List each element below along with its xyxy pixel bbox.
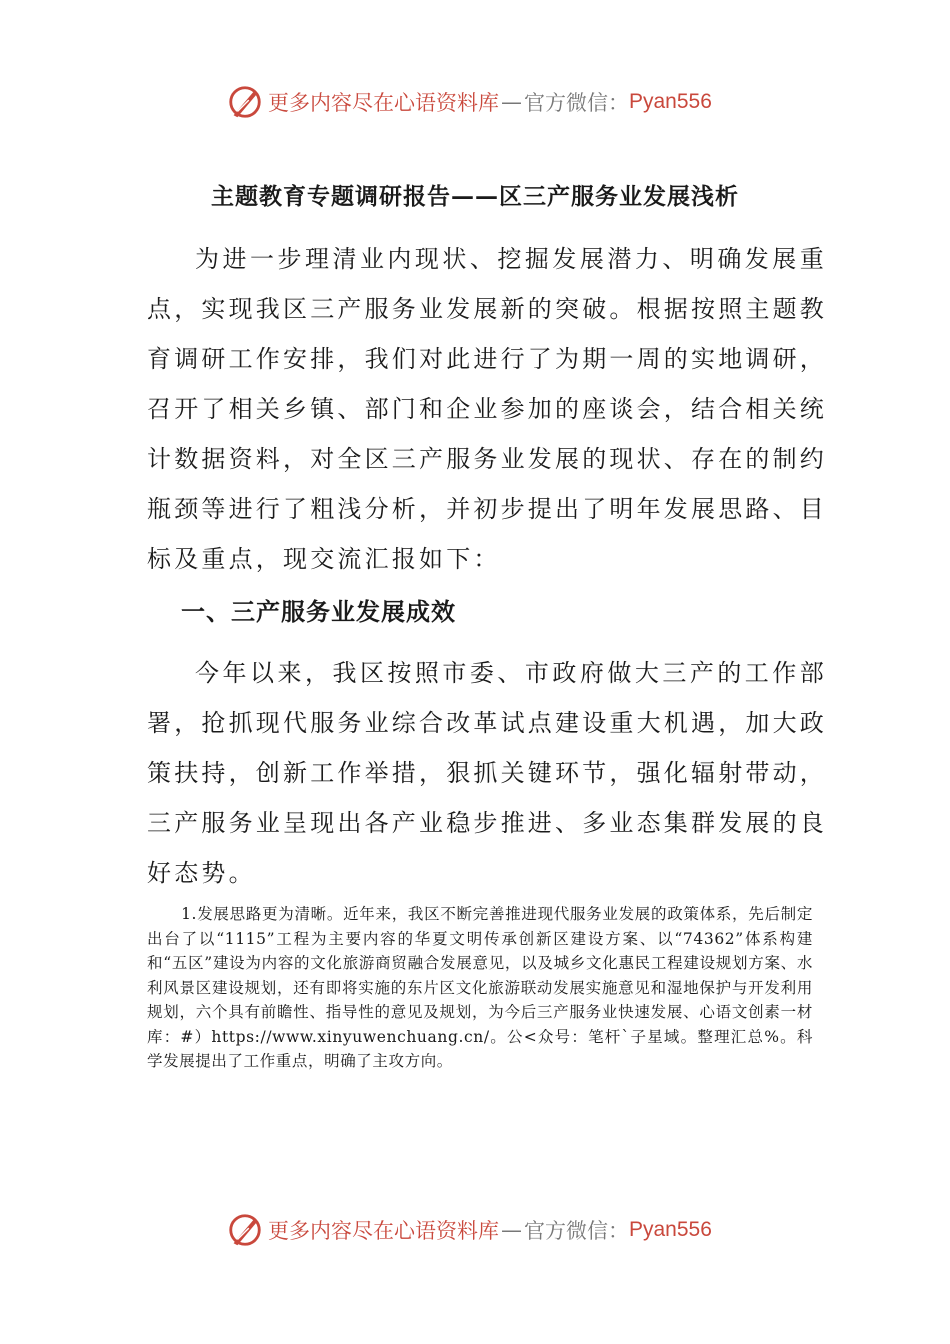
footer-watermark-banner (226, 1210, 712, 1250)
section-paragraph: 今年以来，我区按照市委、市政府做大三产的工作部署，抢抓现代服务业综合改革试点建设重大机遇，加大政策扶持，创新工作举措，狠抓关键环节，强化辐射带动，三产服务业呈现出各产业稳步推进、多业态集群发展的良好态势。 (147, 659, 827, 887)
banner-dash: — (501, 90, 522, 114)
banner-wechat-label: 官方微信： (524, 91, 629, 115)
banner-wechat-label: 官方微信： (524, 1219, 629, 1243)
intro-paragraph: 为进一步理清业内现状、挖掘发展潜力、明确发展重点，实现我区三产服务业发展新的突破。根据按照主题教育调研工作安排，我们对此进行了为期一周的实地调研，召开了相关乡镇、部门和企业参加的座谈会，结合相关统计数据资料，对全区三产服务业发展的现状、存在的制约瓶颈等进行了粗浅分析，并初步提出了明年发展思路、目标及重点，现交流汇报如下： (147, 245, 827, 573)
banner-text: 更多内容尽在心语资料库 (268, 1219, 499, 1243)
banner-dash: — (501, 1218, 522, 1242)
document-title: 主题教育专题调研报告——区三产服务业发展浅析 (211, 183, 739, 210)
point-paragraph: 1.发展思路更为清晰。近年来，我区不断完善推进现代服务业发展的政策体系，先后制定出台了以“1115”工程为主要内容的华夏文明传承创新区建设方案、以“74362”体系构建和“五区”建设为内容的文化旅游商贸融合发展意见，以及城乡文化惠民工程建设规划方案、水利风景区建设规划，还有即将实施的东片区文化旅游联动发展实施意见和湿地保护与开发利用规划，六个具有前瞻性、指导性的意见及规划，为今后三产服务业快速发展、心语文创素一材库：#）https://www.xinyuwenchuang.cn/。公<众号：笔杆`子星域。整理汇总%。科学发展提出了工作重点，明确了主攻方向。 (147, 905, 813, 1070)
quill-circle-logo-icon (226, 1211, 264, 1249)
header-watermark-banner (226, 82, 712, 122)
banner-text: 更多内容尽在心语资料库 (268, 91, 499, 115)
banner-handle: Pyan556 (629, 1218, 712, 1241)
quill-circle-logo-icon (226, 83, 264, 121)
banner-handle: Pyan556 (629, 90, 712, 113)
section-heading: 一、三产服务业发展成效 (181, 597, 456, 626)
